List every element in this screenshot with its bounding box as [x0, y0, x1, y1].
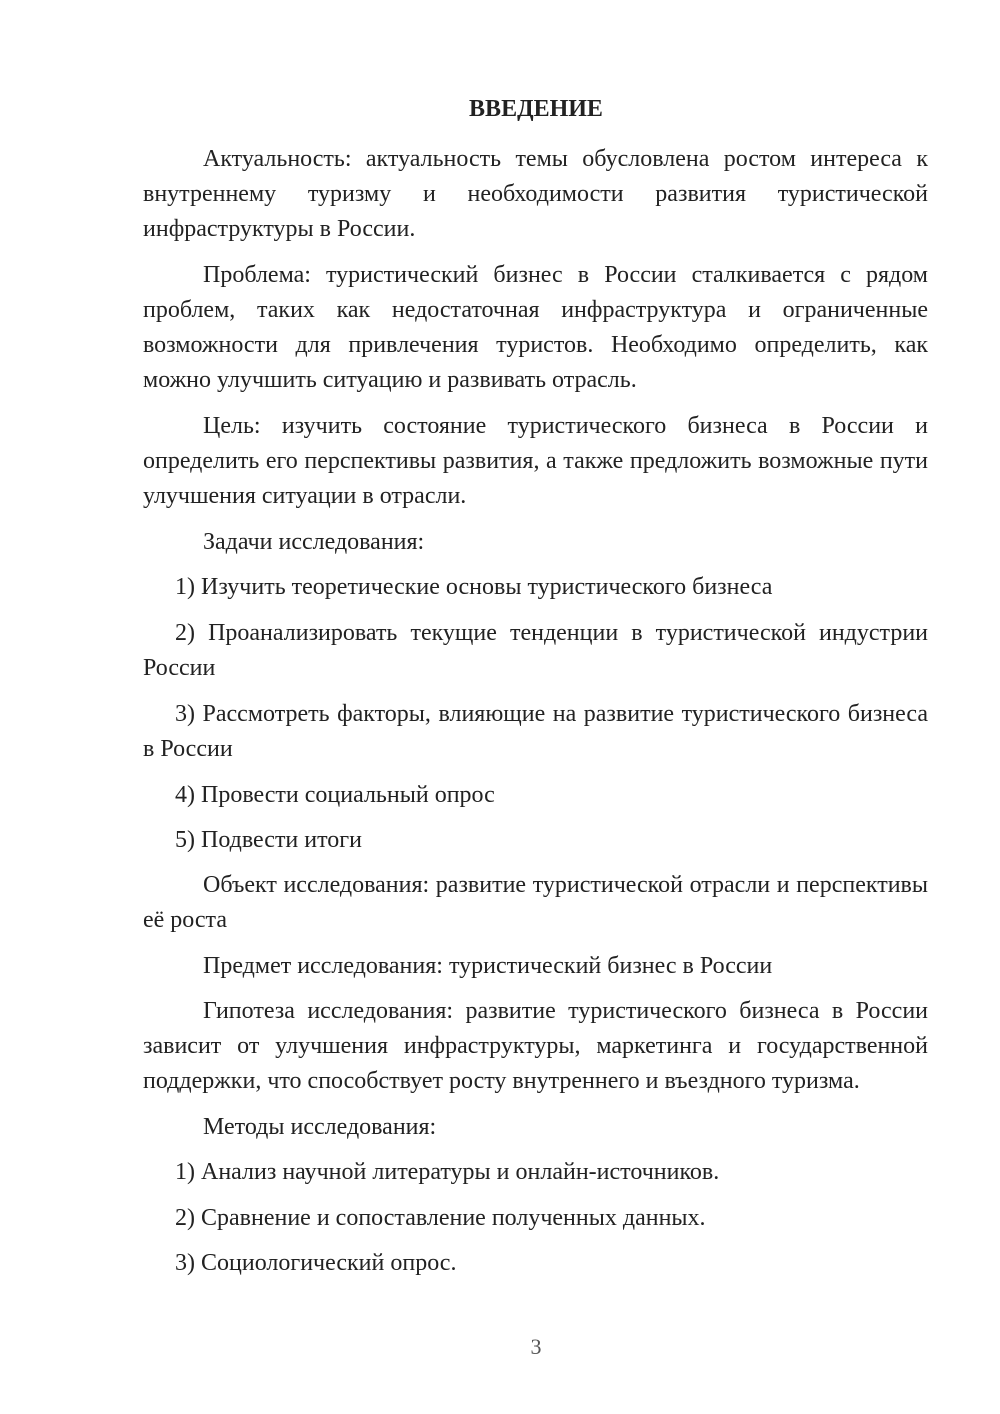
- task-item-5: 5) Подвести итоги: [175, 827, 362, 853]
- task-item-2: 2) Проанализировать текущие тенденции в туристической индустрии России: [143, 620, 928, 681]
- method-item-2: 2) Сравнение и сопоставление полученных данных.: [175, 1205, 706, 1231]
- method-item-3: 3) Социологический опрос.: [175, 1250, 457, 1276]
- page-number: 3: [530, 1334, 542, 1359]
- problem-paragraph: Проблема: туристический бизнес в России сталкивается с рядом проблем, таких как недостаточная инфраструктура и ограниченные возможности для привлечения туристов. Необходимо определить, как можно улучшить ситуацию и развивать отрасль.: [143, 262, 928, 393]
- subject-paragraph: Предмет исследования: туристический бизнес в России: [203, 953, 773, 979]
- goal-paragraph: Цель: изучить состояние туристического бизнеса в России и определить его перспективы развития, а также предложить возможные пути улучшения ситуации в отрасли.: [143, 413, 928, 509]
- hypothesis-paragraph: Гипотеза исследования: развитие туристического бизнеса в России зависит от улучшения инфраструктуры, маркетинга и государственной поддержки, что способствует росту внутреннего и въездного туризма.: [143, 998, 928, 1094]
- relevance-paragraph: Актуальность: актуальность темы обусловлена ростом интереса к внутреннему туризму и необходимости развития туристической инфраструктуры в России.: [143, 146, 928, 242]
- object-paragraph: Объект исследования: развитие туристической отрасли и перспективы её роста: [143, 872, 928, 933]
- task-item-4: 4) Провести социальный опрос: [175, 782, 495, 808]
- tasks-heading: Задачи исследования:: [203, 529, 425, 555]
- methods-heading: Методы исследования:: [203, 1114, 437, 1140]
- task-item-1: 1) Изучить теоретические основы туристического бизнеса: [175, 574, 773, 600]
- method-item-1: 1) Анализ научной литературы и онлайн-источников.: [175, 1159, 720, 1185]
- page-title: ВВЕДЕНИЕ: [469, 96, 603, 122]
- task-item-3: 3) Рассмотреть факторы, влияющие на развитие туристического бизнеса в России: [143, 701, 928, 762]
